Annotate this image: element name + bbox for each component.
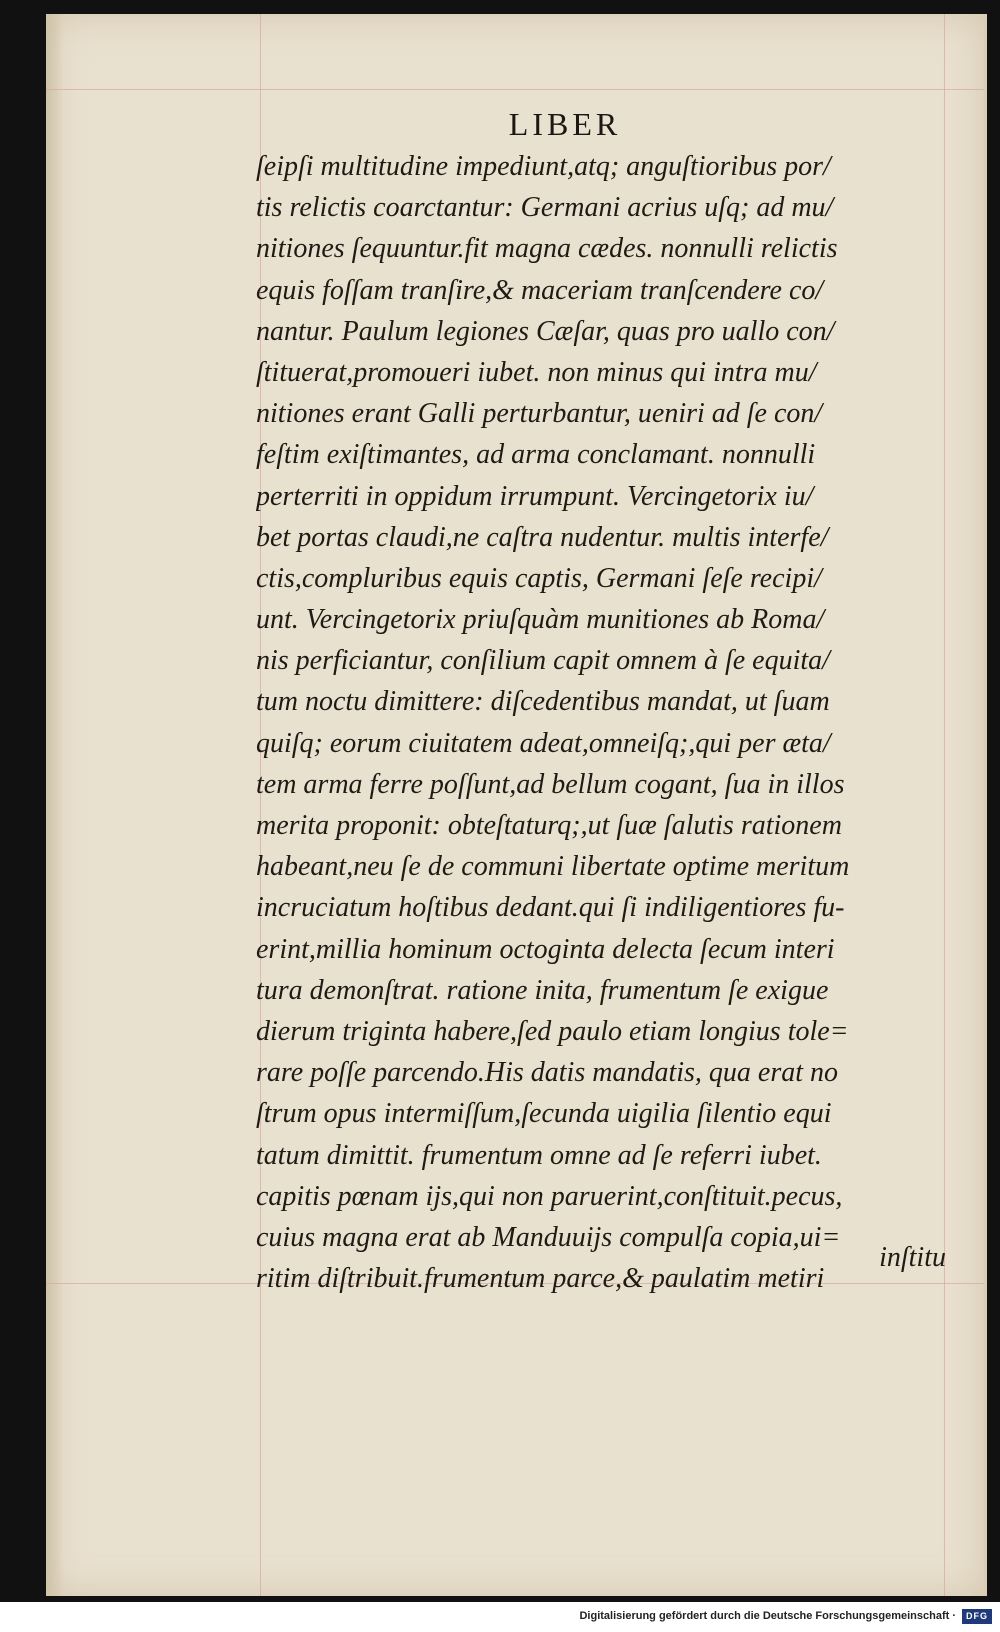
text-line: nitiones ſequuntur.fit magna cædes. nonnulli relictis [256,233,838,265]
text-line: bet portas claudi,ne caſtra nudentur. multis interfe/ [256,521,829,553]
text-line: tatum dimittit. frumentum omne ad ſe referri iubet. [256,1139,822,1171]
text-line: nitiones erant Galli perturbantur, ueniri ad ſe con/ [256,398,823,430]
text-line: dierum triginta habere,ſed paulo etiam longius tole= [256,1015,849,1047]
text-line: merita proponit: obteſtaturq;,ut ſuæ ſalutis rationem [256,810,842,841]
text-line: erint,millia hominum octoginta delecta ſecum interi [256,933,835,965]
text-line: tum noctu dimittere: diſcedentibus mandat, ut ſuam [256,686,830,718]
text-line: feſtim exiſtimantes, ad arma conclamant. nonnulli [256,439,816,471]
text-line: nantur. Paulum legiones Cæſar, quas pro uallo con/ [256,315,835,347]
text-line: tis relictis coarctantur: Germani acrius uſq; ad mu/ [256,192,834,224]
text-line: perterriti in oppidum irrumpunt. Vercingetorix iu/ [256,480,814,512]
footer-credit: Digitalisierung gefördert durch die Deutsche Forschungsgemeinschaft · [579,1610,956,1622]
text-line: incruciatum hoſtibus dedant.qui ſi indiligentiores fu- [256,892,845,924]
text-line: ctis,compluribus equis captis, Germani ſeſe recipi/ [256,562,822,594]
page-edge [46,14,64,1596]
text-line: ritim diſtribuit.frumentum parce,& paulatim metiri [256,1263,825,1295]
text-line: tura demonſtrat. ratione inita, frumentum ſe exigue [256,974,829,1006]
text-line: unt. Vercingetorix priuſquàm munitiones ab Roma/ [256,604,825,636]
body-text [256,146,948,1299]
running-heading: LIBER [508,106,622,142]
text-line: ſtrum opus intermiſſum,ſecunda uigilia ſilentio equi [256,1098,832,1130]
footer-bar [0,1602,1000,1632]
text-line: quiſq; eorum ciuitatem adeat,omneiſq;,qui per æta/ [256,727,831,759]
text-line: cuius magna erat ab Manduuijs compulſa copia,ui= [256,1221,841,1253]
dfg-logo: DFG [962,1609,992,1624]
text-line: nis perficiantur, conſilium capit omnem à ſe equita/ [256,645,830,677]
text-line: tem arma ferre poſſunt,ad bellum cogant, ſua in illos [256,768,845,800]
text-line: ſtituerat,promoueri iubet. non minus qui intra mu/ [256,356,817,388]
catchword: inſtitu [879,1242,946,1273]
margin-rule-top [46,89,984,90]
text-line: habeant,neu ſe de communi libertate optime meritum [256,851,850,883]
book-page [46,14,987,1596]
text-line: equis foſſam tranſire,& maceriam tranſcendere co/ [256,274,824,306]
text-line: ſeipſi multitudine impediunt,atq; anguſtioribus por/ [256,151,831,182]
text-line: capitis pœnam ijs,qui non paruerint,conſtituit.pecus, [256,1180,843,1212]
text-line: rare poſſe parcendo.His datis mandatis, qua erat no [256,1057,839,1089]
